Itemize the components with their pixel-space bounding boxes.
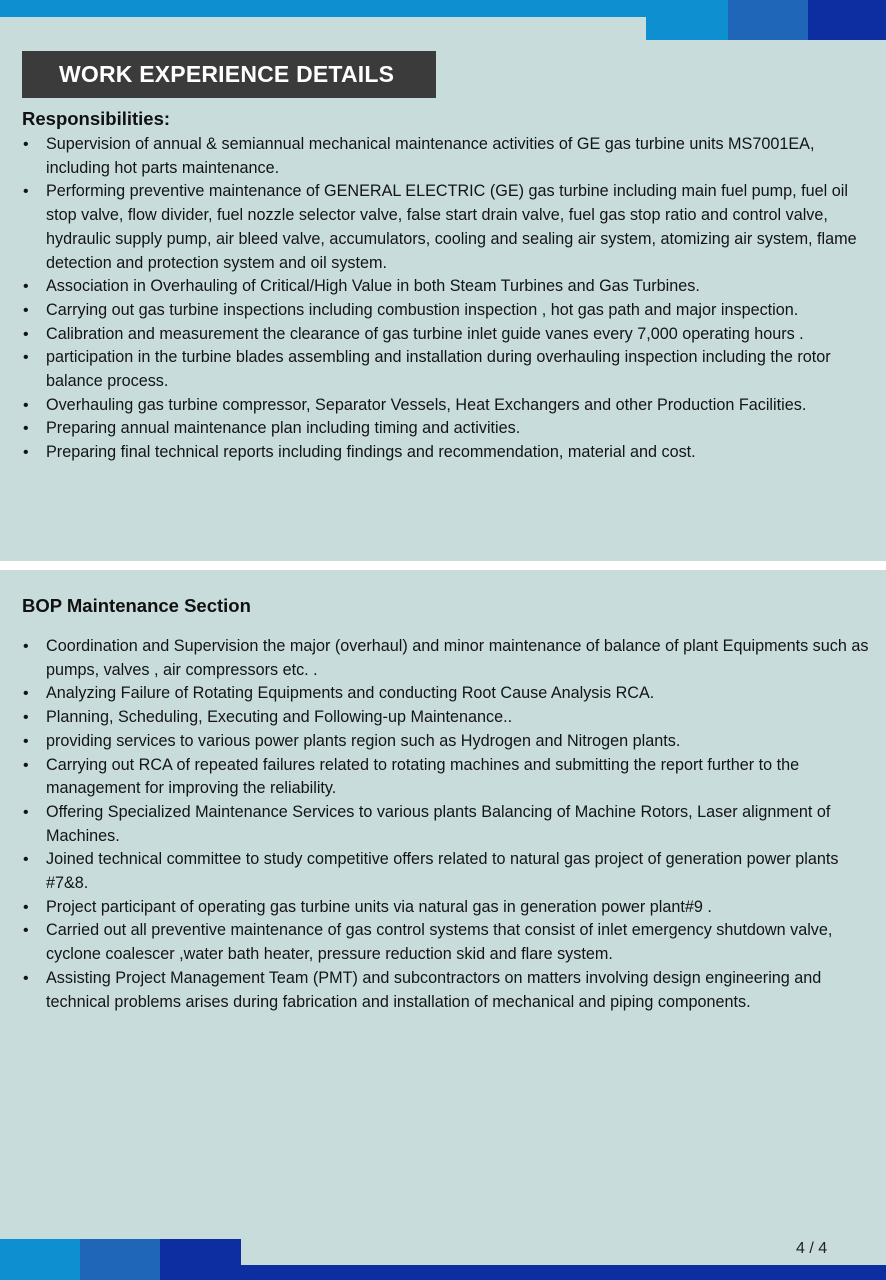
top-bar-block-medium — [728, 0, 808, 40]
top-bar-block-light — [646, 0, 728, 40]
responsibilities-heading: Responsibilities: — [22, 108, 171, 129]
list-item: • Carrying out gas turbine inspections including combustion inspection , hot gas path and major inspection. — [22, 299, 878, 323]
section-divider — [0, 561, 886, 570]
list-item: • Planning, Scheduling, Executing and Following-up Maintenance.. — [22, 706, 878, 730]
list-item: • Overhauling gas turbine compressor, Separator Vessels, Heat Exchangers and other Production Facilities. — [22, 394, 878, 418]
bottom-bar-block-dark — [160, 1239, 241, 1280]
bop-list — [22, 635, 878, 1014]
bottom-decorative-bar — [0, 1239, 886, 1280]
list-item: • Project participant of operating gas turbine units via natural gas in generation power plant#9 . — [22, 896, 878, 920]
list-item: • providing services to various power plants region such as Hydrogen and Nitrogen plants. — [22, 730, 878, 754]
list-item: • Association in Overhauling of Critical/High Value in both Steam Turbines and Gas Turbines. — [22, 275, 878, 299]
list-item: • Supervision of annual & semiannual mechanical maintenance activities of GE gas turbine units MS7001EA, including hot parts maintenance. — [22, 133, 878, 180]
list-item: • Performing preventive maintenance of GENERAL ELECTRIC (GE) gas turbine including main fuel pump, fuel oil stop valve, flow divider, fuel nozzle selector valve, false start drain valve, fuel gas stop ratio and control valve, hydraulic supply pump, air bleed valve, accumulators, cooling and sealing air system, atomizing air system, flame detection and protection system and oil system. — [22, 180, 878, 275]
list-item: • Calibration and measurement the clearance of gas turbine inlet guide vanes every 7,000 operating hours . — [22, 323, 878, 347]
bop-heading: BOP Maintenance Section — [22, 595, 251, 616]
top-decorative-bar — [0, 0, 886, 40]
bottom-bar-strip — [241, 1265, 886, 1280]
bottom-bar-block-medium — [80, 1239, 160, 1280]
list-item: • Analyzing Failure of Rotating Equipments and conducting Root Cause Analysis RCA. — [22, 682, 878, 706]
list-item: • Preparing annual maintenance plan including timing and activities. — [22, 417, 878, 441]
bottom-bar-block-light — [0, 1239, 80, 1280]
list-item: • Carried out all preventive maintenance of gas control systems that consist of inlet emergency shutdown valve, cyclone coalescer ,water bath heater, pressure reduction skid and flare system. — [22, 919, 878, 966]
top-bar-block-dark — [808, 0, 886, 40]
list-item: • Offering Specialized Maintenance Services to various plants Balancing of Machine Rotors, Laser alignment of Machines. — [22, 801, 878, 848]
list-item: • Assisting Project Management Team (PMT) and subcontractors on matters involving design engineering and technical problems arises during fabrication and installation of mechanical and piping components. — [22, 967, 878, 1014]
responsibilities-list — [22, 133, 878, 465]
section-title: WORK EXPERIENCE DETAILS — [22, 51, 436, 98]
list-item: • participation in the turbine blades assembling and installation during overhauling inspection including the rotor balance process. — [22, 346, 878, 393]
list-item: • Coordination and Supervision the major (overhaul) and minor maintenance of balance of plant Equipments such as pumps, valves , air compressors etc. . — [22, 635, 878, 682]
list-item: • Preparing final technical reports including findings and recommendation, material and cost. — [22, 441, 878, 465]
list-item: • Joined technical committee to study competitive offers related to natural gas project of generation power plants #7&8. — [22, 848, 878, 895]
page-number: 4 / 4 — [796, 1240, 828, 1257]
list-item: • Carrying out RCA of repeated failures related to rotating machines and submitting the report further to the management for improving the reliability. — [22, 754, 878, 801]
